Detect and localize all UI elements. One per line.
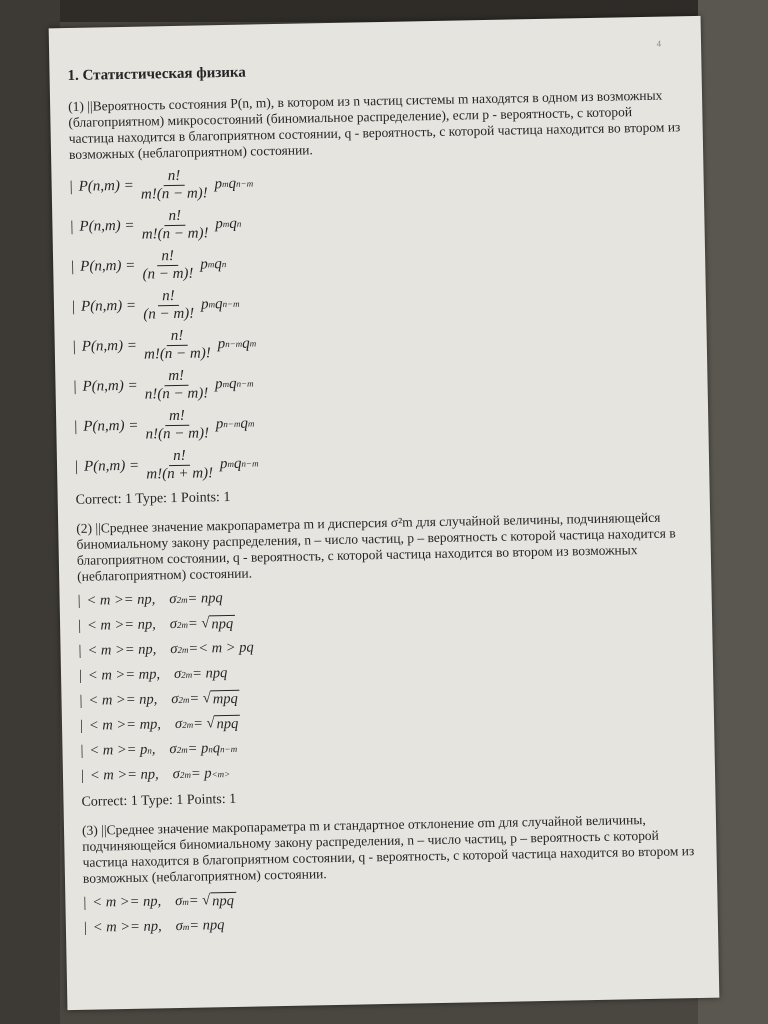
q2-option-3[interactable]: | < m >= np, σ 2 m =< m > pq: [78, 639, 254, 659]
q1-option-2[interactable]: | P(n,m) = $\frac{n!}{m!(n - m)!}$ p m q n: [70, 207, 242, 243]
q1-option-6[interactable]: | P(n,m) = $\frac{m!}{n!(n - m)!}$ p m q n−m: [73, 367, 254, 403]
q2-option-1[interactable]: | < m >= np, σ 2 m = npq: [77, 590, 223, 609]
section-title: 1. Статистическая физика: [67, 64, 247, 84]
q2-option-8[interactable]: | < m >= np, σ 2 m = p <m>: [80, 765, 231, 784]
question-2-text: (2) ||Среднее значение макропараметра m и дисперсия σ²m для случайной величины, подчиняющейся биномиальному закону распределения, n – число частиц, p – вероятность с которой частица находится в благоприятном состоянии, q - вероятность, с которой частица находится во втором из возможных (неблагоприятном) состоянии.: [76, 509, 676, 584]
q1-option-4[interactable]: | P(n,m) = $\frac{n!}{(n - m)!}$ p m q n−m: [71, 287, 240, 323]
q3-option-2[interactable]: | < m >= np, σ m = npq: [83, 917, 225, 936]
q1-option-7[interactable]: | P(n,m) = $\frac{m!}{n!(n - m)!}$ p n−m q m: [74, 407, 255, 443]
q2-option-2[interactable]: | < m >= np, σ 2 m = √ npq: [78, 602, 690, 639]
question-3-text: (3) ||Среднее значение макропараметра m и стандартное отклонение σm для случайной величины, подчиняющейся биномиальному закону распределения, n – число частиц, p – вероятность с которой частица находится в благоприятном состоянии, q - вероятность, с которой частица находится во втором из возможных (неблагоприятном) состоянии.: [81, 812, 695, 886]
sheet-content: [67, 56, 696, 941]
q2-option-4[interactable]: | < m >= mp, σ 2 m = npq: [78, 665, 228, 684]
q1-option-8[interactable]: | P(n,m) = $\frac{n!}{m!(n + m)!}$ p m q n−m: [74, 447, 259, 483]
q2-option-6[interactable]: | < m >= mp, σ 2 m = √ npq: [80, 702, 692, 739]
question-2-meta: Correct: 1 Type: 1 Points: 1: [81, 791, 237, 810]
page-mark: 4: [656, 38, 662, 49]
question-1-text: (1) ||Вероятность состояния P(n, m), в котором из n частиц системы m находятся в одном из возможных (благоприятном) микросостояний (биномиальное распределение), если p - вероятность, с которой частица находится в благоприятном состоянии, q - вероятность, с которой частица находится во втором из возможных (неблагоприятном) состоянии.: [67, 87, 681, 162]
q2-option-5[interactable]: | < m >= np, σ 2 m = √ mpq: [79, 677, 691, 714]
q3-option-1[interactable]: | < m >= np, σ m = √ npq: [83, 879, 695, 916]
paper-sheet: [49, 16, 720, 1010]
q1-option-1[interactable]: | P(n,m) = $\frac{n!}{m!(n - m)!}$ p m q n−m: [69, 167, 254, 203]
q1-option-3[interactable]: | P(n,m) = $\frac{n!}{(n - m)!}$ p m q n: [71, 247, 227, 283]
q2-option-7[interactable]: | < m >= p n , σ 2 m = p n q n−m: [80, 740, 238, 759]
question-1-meta: Correct: 1 Type: 1 Points: 1: [75, 489, 231, 508]
q1-option-5[interactable]: | P(n,m) = $\frac{n!}{m!(n - m)!}$ p n−m q m: [72, 327, 257, 363]
